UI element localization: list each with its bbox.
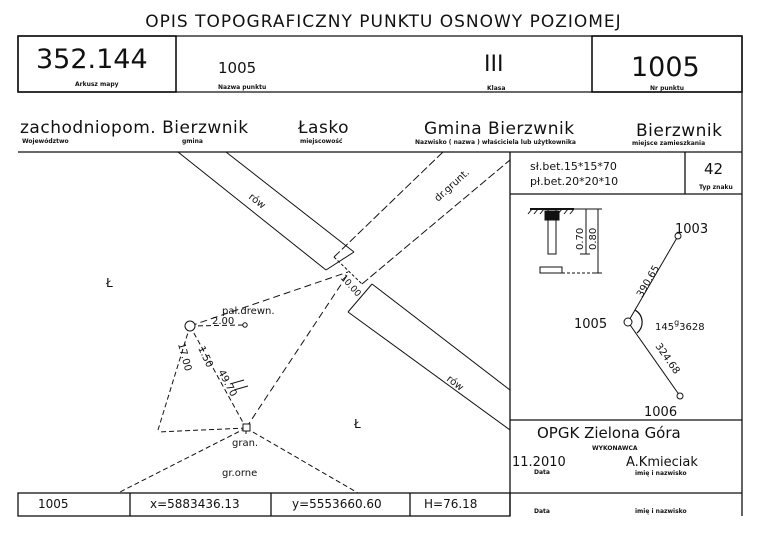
sheet-number: 352.144	[36, 44, 148, 75]
distance-1-50: 1.50	[195, 344, 215, 370]
commune-label: gmina	[182, 138, 203, 145]
point-number: 1005	[631, 52, 700, 83]
sheet-label: Arkusz mapy	[75, 81, 119, 88]
coord-y: y=5553660.60	[292, 497, 382, 511]
distance-bottom: 324.68	[652, 341, 682, 377]
place-value: Łasko	[298, 118, 349, 138]
voivodeship-label: Województwo	[22, 138, 69, 145]
owner-value: Gmina Bierzwnik	[424, 119, 575, 139]
class-label: Klasa	[487, 85, 506, 92]
marker-type: 42	[704, 160, 724, 178]
contractor-author-label: imię i nazwisko	[635, 470, 687, 477]
document-title: OPIS TOPOGRAFICZNY PUNKTU OSNOWY POZIOMEJ	[145, 12, 622, 32]
marker-type-label: Typ znaku	[699, 184, 733, 191]
marker-spec-line1: sł.bet.15*15*70	[530, 160, 617, 173]
boundary-label: gran.	[232, 438, 259, 449]
coord-h: H=76.18	[424, 497, 478, 511]
coord-point: 1005	[38, 497, 69, 511]
point-name: 1005	[218, 59, 257, 77]
point-label-center: 1005	[574, 317, 608, 332]
voivodeship-value: zachodniopom. Bierzwnik	[20, 118, 249, 138]
contractor-author: A.Kmieciak	[626, 455, 698, 470]
ditch-label-upper: rów	[246, 191, 268, 212]
marker-diagram	[510, 194, 742, 420]
situation-map	[18, 152, 510, 493]
meadow-right: Ł	[354, 417, 361, 431]
point-class: III	[484, 52, 504, 77]
residence-value: Bierzwnik	[636, 121, 723, 141]
ditch-label-lower: rów	[444, 373, 466, 394]
distance-49-70: 49.70	[215, 368, 239, 399]
coord-x: x=5883436.13	[150, 497, 240, 511]
marker-spec-line2: pł.bet.20*20*10	[530, 175, 619, 188]
meadow-left: Ł	[106, 276, 113, 290]
post-label: pal.drewn.	[222, 306, 275, 317]
arable-label: gr.orne	[222, 468, 258, 479]
place-label: miejscowość	[300, 138, 343, 145]
depth-label-1: 0.70	[575, 227, 586, 250]
distance-top: 390.65	[635, 263, 663, 300]
post-distance: 2.00	[212, 316, 235, 327]
depth-label-2: 0.80	[588, 227, 599, 250]
residence-label: miejsce zamieszkania	[632, 140, 706, 147]
owner-label: Nazwisko ( nazwa ) właściciela lub użytkownika	[415, 139, 576, 146]
contractor-name: OPGK Zielona Góra	[537, 424, 681, 442]
second-author-label: imię i nazwisko	[635, 508, 687, 515]
distance-17: 17.00	[175, 341, 194, 373]
point-label-bottom: 1006	[644, 405, 678, 420]
contractor-label: WYKONAWCA	[592, 445, 638, 452]
contractor-date: 11.2010	[512, 455, 566, 470]
road-width-label: 10.00	[337, 273, 363, 300]
angle-value: 145$^g$3628	[655, 318, 705, 333]
number-label: Nr punktu	[650, 85, 685, 92]
commune-value: Bierzwnik	[162, 118, 249, 138]
point-name-label: Nazwa punktu	[218, 84, 267, 91]
dirt-road-label: dr.grunt.	[432, 167, 472, 205]
second-date-label: Data	[534, 508, 550, 515]
point-label-top: 1003	[675, 222, 709, 237]
contractor-date-label: Data	[534, 469, 550, 476]
